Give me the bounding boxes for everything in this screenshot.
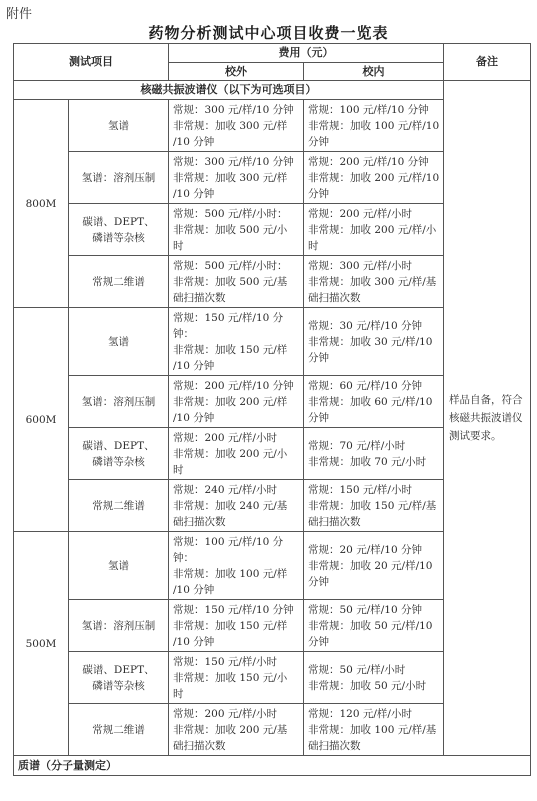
field-strength-cell: 600M bbox=[14, 308, 69, 532]
test-item-cell: 氢谱 bbox=[69, 100, 169, 152]
internal-fee-cell: 常规：120 元/样/小时 非常规：加收 100 元/样/基 础扫描次数 bbox=[304, 704, 444, 756]
internal-fee-cell: 常规：200 元/样/小时 非常规：加收 200 元/样/小时 bbox=[304, 204, 444, 256]
external-fee-cell: 常规：150 元/样/小时 非常规：加收 150 元/小 时 bbox=[169, 652, 304, 704]
external-fee-cell: 常规：150 元/样/10 分 钟： 非常规：加收 150 元/样 /10 分钟 bbox=[169, 308, 304, 376]
external-fee-cell: 常规：200 元/样/10 分钟 非常规：加收 200 元/样 /10 分钟 bbox=[169, 376, 304, 428]
test-item-cell: 氢谱：溶剂压制 bbox=[69, 600, 169, 652]
test-item-cell: 碳谱、DEPT、 磷谱等杂核 bbox=[69, 204, 169, 256]
external-fee-cell: 常规：200 元/样/小时 非常规：加收 200 元/基 础扫描次数 bbox=[169, 704, 304, 756]
test-item-cell: 氢谱：溶剂压制 bbox=[69, 152, 169, 204]
test-item-cell: 常规二维谱 bbox=[69, 480, 169, 532]
header-fee: 费用（元） bbox=[169, 44, 444, 63]
test-item-cell: 氢谱：溶剂压制 bbox=[69, 376, 169, 428]
section-ms: 质谱（分子量测定） bbox=[14, 756, 531, 776]
external-fee-cell: 常规：240 元/样/小时 非常规：加收 240 元/基 础扫描次数 bbox=[169, 480, 304, 532]
field-strength-cell: 800M bbox=[14, 100, 69, 308]
attachment-label: 附件 bbox=[6, 7, 33, 22]
internal-fee-cell: 常规：300 元/样/小时 非常规：加收 300 元/样/基 础扫描次数 bbox=[304, 256, 444, 308]
fee-table bbox=[13, 43, 531, 776]
test-item-cell: 碳谱、DEPT、 磷谱等杂核 bbox=[69, 428, 169, 480]
test-item-cell: 常规二维谱 bbox=[69, 256, 169, 308]
external-fee-cell: 常规：500 元/样/小时： 非常规：加收 500 元/小 时 bbox=[169, 204, 304, 256]
internal-fee-cell: 常规：150 元/样/小时 非常规：加收 150 元/样/基 础扫描次数 bbox=[304, 480, 444, 532]
internal-fee-cell: 常规：50 元/样/小时 非常规：加收 50 元/小时 bbox=[304, 652, 444, 704]
header-internal: 校内 bbox=[304, 63, 444, 81]
page-title: 药物分析测试中心项目收费一览表 bbox=[148, 24, 389, 42]
section-nmr: 核磁共振波谱仪（以下为可选项目） bbox=[14, 81, 444, 100]
remark-cell: 样品自备，符合核磁共振波谱仪测试要求。 bbox=[444, 81, 531, 756]
test-item-cell: 氢谱 bbox=[69, 532, 169, 600]
internal-fee-cell: 常规：200 元/样/10 分钟 非常规：加收 200 元/样/10 分钟 bbox=[304, 152, 444, 204]
internal-fee-cell: 常规：20 元/样/10 分钟 非常规：加收 20 元/样/10 分钟 bbox=[304, 532, 444, 600]
internal-fee-cell: 常规：50 元/样/10 分钟 非常规：加收 50 元/样/10 分钟 bbox=[304, 600, 444, 652]
test-item-cell: 氢谱 bbox=[69, 308, 169, 376]
header-remark: 备注 bbox=[444, 44, 531, 81]
external-fee-cell: 常规：300 元/样/10 分钟 非常规：加收 300 元/样 /10 分钟 bbox=[169, 100, 304, 152]
test-item-cell: 常规二维谱 bbox=[69, 704, 169, 756]
external-fee-cell: 常规：150 元/样/10 分钟 非常规：加收 150 元/样 /10 分钟 bbox=[169, 600, 304, 652]
field-strength-cell: 500M bbox=[14, 532, 69, 756]
external-fee-cell: 常规：100 元/样/10 分 钟： 非常规：加收 100 元/样 /10 分钟 bbox=[169, 532, 304, 600]
header-item: 测试项目 bbox=[14, 44, 169, 81]
external-fee-cell: 常规：500 元/样/小时： 非常规：加收 500 元/基 础扫描次数 bbox=[169, 256, 304, 308]
internal-fee-cell: 常规：100 元/样/10 分钟 非常规：加收 100 元/样/10 分钟 bbox=[304, 100, 444, 152]
internal-fee-cell: 常规：70 元/样/小时 非常规：加收 70 元/小时 bbox=[304, 428, 444, 480]
internal-fee-cell: 常规：60 元/样/10 分钟 非常规：加收 60 元/样/10 分钟 bbox=[304, 376, 444, 428]
header-external: 校外 bbox=[169, 63, 304, 81]
external-fee-cell: 常规：300 元/样/10 分钟 非常规：加收 300 元/样 /10 分钟 bbox=[169, 152, 304, 204]
external-fee-cell: 常规：200 元/样/小时 非常规：加收 200 元/小 时 bbox=[169, 428, 304, 480]
internal-fee-cell: 常规：30 元/样/10 分钟 非常规：加收 30 元/样/10 分钟 bbox=[304, 308, 444, 376]
test-item-cell: 碳谱、DEPT、 磷谱等杂核 bbox=[69, 652, 169, 704]
